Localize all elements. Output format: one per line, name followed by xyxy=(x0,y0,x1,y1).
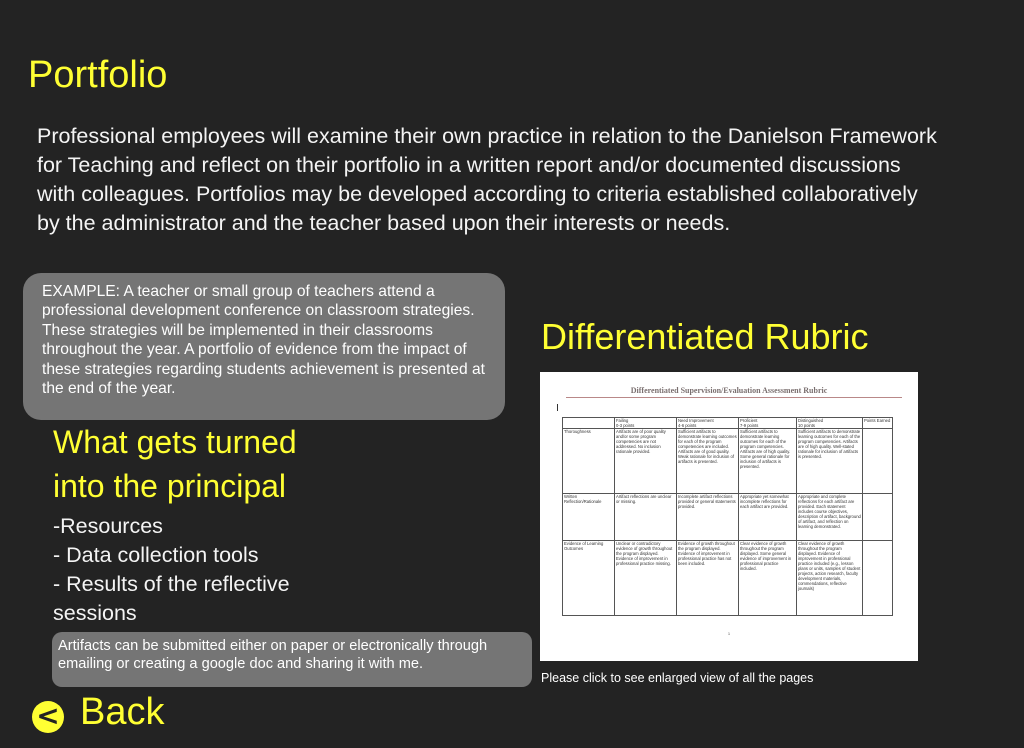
back-button[interactable] xyxy=(32,690,164,734)
table-cell: Sufficient artifacts to demonstrate learning outcomes for each of the program competencies. Artifacts are of high quality. Well-stated rationale for inclusion of artifacts is presented. xyxy=(797,429,863,494)
table-cell: Artifacts are of poor quality and/or some program competencies are not addressed. No inclusion rationale provided. xyxy=(615,429,677,494)
table-cell: Clear evidence of growth throughout the program displayed. Evidence of improvement in professional practice included (e.g., lesson plans or units, samples of student projects, action research, faculty development materials, commendations, reflective journals) xyxy=(797,541,863,616)
turned-in-heading xyxy=(53,420,297,508)
list-item: sessions xyxy=(53,601,137,625)
rubric-table xyxy=(562,417,893,616)
table-row xyxy=(563,541,893,616)
back-arrow-icon[interactable]: < xyxy=(32,701,64,733)
table-cell: Distinguished 10 points xyxy=(797,418,863,429)
rubric-thumbnail-rule xyxy=(566,397,902,398)
list-item: - Results of the reflective xyxy=(53,572,290,596)
list-item: -Resources xyxy=(53,514,163,538)
back-label[interactable]: Back xyxy=(80,691,165,733)
table-cell: Incomplete artifact reflections provided or general statements provided. xyxy=(677,494,739,541)
text-cursor-mark xyxy=(557,404,558,411)
turned-in-list xyxy=(53,512,290,628)
table-cell: Points Earned xyxy=(863,418,893,429)
rubric-thumbnail[interactable] xyxy=(540,372,918,661)
table-cell xyxy=(863,429,893,494)
table-cell: Sufficient artifacts to demonstrate learning outcomes for each of the program competencies. Artifacts are of high quality. Some general rationale for inclusion of artifacts is presented. xyxy=(739,429,797,494)
table-cell: Need Improvement 4-6 points xyxy=(677,418,739,429)
turned-in-heading-line2: into the principal xyxy=(53,468,287,504)
rubric-thumbnail-title: Differentiated Supervision/Evaluation Assessment Rubric xyxy=(630,386,828,395)
rubric-heading: Differentiated Rubric xyxy=(541,316,869,357)
rubric-page-number: 1 xyxy=(727,631,731,636)
table-row xyxy=(563,429,893,494)
table-cell: Thoroughness xyxy=(563,429,615,494)
table-cell xyxy=(563,418,615,429)
table-row xyxy=(563,494,893,541)
turned-in-heading-line1: What gets turned xyxy=(53,424,297,460)
enlarge-instruction: Please click to see enlarged view of all the pages xyxy=(541,671,814,685)
table-cell: Sufficient artifacts to demonstrate learning outcomes for each of the program competencies are included. Artifacts are of good quality. Weak rationale for inclusion of artifacts is presented. xyxy=(677,429,739,494)
table-cell xyxy=(863,494,893,541)
table-cell xyxy=(863,541,893,616)
table-cell: Appropriate yet somewhat incomplete reflections for each artifact are provided. xyxy=(739,494,797,541)
table-cell: Written Reflection/Rationale xyxy=(563,494,615,541)
table-row xyxy=(563,418,893,429)
example-callout: EXAMPLE: A teacher or small group of teachers attend a professional development conference on classroom strategies. These strategies will be implemented in their classrooms throughout the year. A portfolio of evidence from the impact of these strategies regarding students achievement is presented at the end of the year. xyxy=(23,273,505,420)
table-cell: Appropriate and complete reflections for each artifact are provided. Each statement includes course objectives, description of artifact, background of artifact, and reflection on learning demonstrated. xyxy=(797,494,863,541)
table-cell: Failing 0-3 points xyxy=(615,418,677,429)
table-cell: Evidence of Learning Outcomes xyxy=(563,541,615,616)
table-cell: Artifact reflections are unclear or missing. xyxy=(615,494,677,541)
list-item: - Data collection tools xyxy=(53,543,259,567)
page-title: Portfolio xyxy=(28,54,168,96)
table-cell: Clear evidence of growth throughout the program displayed. Some general evidence of improvement in professional practice included. xyxy=(739,541,797,616)
table-cell: Evidence of growth throughout the program displayed. Evidence of improvement in professional practice has not been included. xyxy=(677,541,739,616)
table-cell: Proficient 7-9 points xyxy=(739,418,797,429)
artifacts-note: Artifacts can be submitted either on paper or electronically through emailing or creating a google doc and sharing it with me. xyxy=(52,632,532,687)
table-cell: Unclear or contradictory evidence of growth throughout the program displayed. Evidence of improvement in professional practice missing. xyxy=(615,541,677,616)
intro-paragraph: Professional employees will examine their own practice in relation to the Danielson Framework for Teaching and reflect on their portfolio in a written report and/or documented discussions with colleagues. Portfolios may be developed according to criteria established collaboratively by the administrator and the teacher based upon their interests or needs. xyxy=(37,124,937,235)
